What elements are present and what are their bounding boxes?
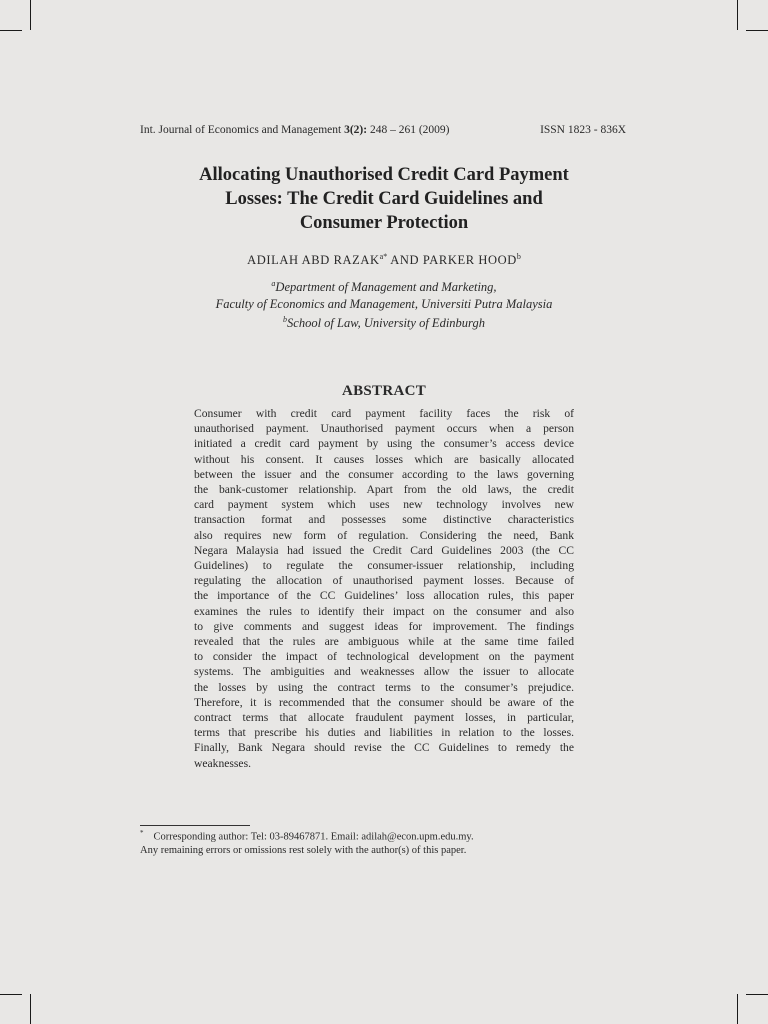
author-superscript: b [516,252,521,261]
author-superscript: a* [379,252,388,261]
affiliation-a-line2: Faculty of Economics and Management, Universiti Putra Malaysia [215,296,553,311]
crop-mark [737,0,738,30]
footnote-marker: * [140,829,144,837]
crop-mark [0,994,22,995]
abstract-body [194,406,574,771]
abstract-line: revealed that the rules are ambiguous while at the same time failed [194,635,574,649]
abstract-line: the importance of the CC Guidelines’ loss allocation rules, this paper [194,589,574,603]
crop-mark [746,994,768,995]
abstract-line: Negara Malaysia had issued the Credit Card Guidelines 2003 (the CC [194,543,574,557]
journal-citation: Int. Journal of Economics and Management 3(2): 248 – 261 (2009) [140,124,450,136]
abstract-line: card payment system which uses new technology involves new [194,498,574,512]
abstract-line: systems. The ambiguities and weaknesses allow the issuer to allocate [194,665,574,679]
issn: ISSN 1823 - 836X [540,124,626,136]
abstract-line: to consider the impact of technological development on the payment [194,650,574,664]
affiliation-a: $^a$Department of Management and Marketing, [271,279,497,295]
abstract-line: regulating the allocation of unauthorised payment losses. Because of [194,574,574,588]
footnote-corresponding: * Corresponding author: Tel: 03-89467871. Email: adilah@econ.upm.edu.my. [140,829,474,843]
running-header [140,124,626,142]
title-line: Consumer Protection [299,213,469,233]
paper-title [140,163,628,235]
abstract-line: between the issuer and the consumer according to the laws governing [194,467,574,481]
affiliations [140,276,628,332]
abstract-line: terms that prescribe his duties and liabilities in relation to the losses. [194,726,574,740]
volume-issue: 3(2): [344,124,368,136]
crop-mark [737,994,738,1024]
abstract-line: examines the rules to identify their impact on the consumer and also [194,604,574,618]
abstract-line: contract terms that allocate fraudulent payment losses, in particular, [194,711,574,725]
crop-mark [746,30,768,31]
abstract-line: transaction format and possesses some distinctive characteristics [194,513,574,527]
affiliation-b: $^b$School of Law, University of Edinburgh [283,315,485,331]
abstract-heading: ABSTRACT [341,383,427,399]
crop-mark [30,994,31,1024]
abstract-line: weaknesses. [194,756,251,770]
abstract-line: the losses by using the contract terms to the consumer’s prejudice. [194,680,574,694]
abstract-line: to give comments and suggest ideas for improvement. The findings [194,619,574,633]
page-range-year: 248 – 261 (2009) [367,124,450,136]
author-name: ADILAH ABD RAZAK [247,253,380,268]
footnote-rule [140,825,250,826]
crop-mark [0,30,22,31]
abstract-line: unauthorised payment. Unauthorised payment occurs when a person [194,422,574,436]
title-line: Allocating Unauthorised Credit Card Payment [199,165,569,185]
crop-mark [30,0,31,30]
title-line: Losses: The Credit Card Guidelines and [225,189,543,209]
abstract-line: without his consent. It causes losses which are basically allocated [194,452,574,466]
abstract-line: Consumer with credit card payment facility faces the risk of [194,407,574,420]
abstract-line: Therefore, it is recommended that the consumer should be aware of the [194,695,574,709]
abstract-line: Finally, Bank Negara should revise the CC Guidelines to remedy the [194,741,574,755]
abstract-line: Guidelines) to regulate the consumer-issuer relationship, including [194,559,574,573]
author-list: ADILAH ABD $RAZAK^{a*}$ AND PARKER HOOD$^b$ [247,252,521,268]
footnote-disclaimer: Any remaining errors or omissions rest solely with the author(s) of this paper. [140,845,467,856]
abstract-line: the bank-customer relationship. Apart from the old laws, the credit [194,483,574,497]
abstract-line: also requires new form of regulation. Considering the need, Bank [194,528,574,542]
author-name: PARKER HOOD [422,253,517,268]
abstract-line: initiated a credit card payment by using the consumer’s access device [194,437,574,451]
